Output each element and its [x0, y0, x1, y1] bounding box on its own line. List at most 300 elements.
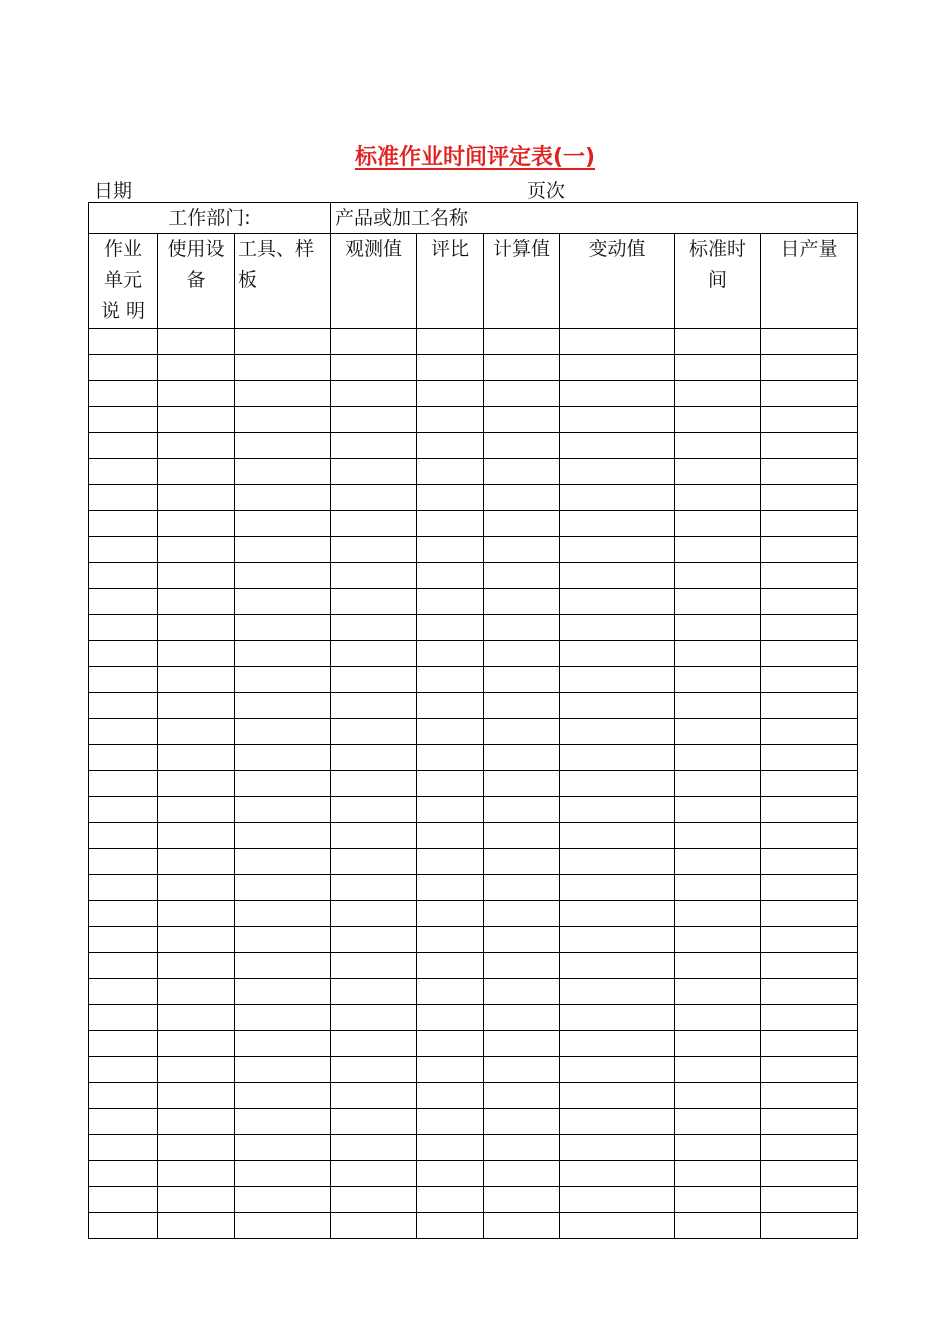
table-cell[interactable]: [675, 459, 761, 485]
table-cell[interactable]: [560, 771, 675, 797]
table-cell[interactable]: [484, 459, 560, 485]
table-cell[interactable]: [761, 511, 858, 537]
table-cell[interactable]: [235, 641, 331, 667]
table-cell[interactable]: [484, 1031, 560, 1057]
table-cell[interactable]: [675, 1005, 761, 1031]
table-cell[interactable]: [89, 641, 158, 667]
table-cell[interactable]: [235, 667, 331, 693]
table-cell[interactable]: [235, 1187, 331, 1213]
table-cell[interactable]: [89, 979, 158, 1005]
table-cell[interactable]: [675, 615, 761, 641]
table-cell[interactable]: [235, 485, 331, 511]
table-cell[interactable]: [675, 1031, 761, 1057]
table-cell[interactable]: [560, 407, 675, 433]
table-cell[interactable]: [761, 771, 858, 797]
table-cell[interactable]: [761, 589, 858, 615]
table-cell[interactable]: [761, 355, 858, 381]
table-cell[interactable]: [235, 927, 331, 953]
table-cell[interactable]: [417, 615, 484, 641]
table-cell[interactable]: [675, 1187, 761, 1213]
table-cell[interactable]: [89, 329, 158, 355]
table-cell[interactable]: [158, 823, 235, 849]
table-cell[interactable]: [331, 875, 417, 901]
table-cell[interactable]: [331, 953, 417, 979]
table-cell[interactable]: [484, 1161, 560, 1187]
table-cell[interactable]: [560, 563, 675, 589]
table-cell[interactable]: [484, 719, 560, 745]
table-cell[interactable]: [235, 979, 331, 1005]
table-cell[interactable]: [484, 1109, 560, 1135]
table-cell[interactable]: [761, 953, 858, 979]
table-cell[interactable]: [331, 355, 417, 381]
table-cell[interactable]: [417, 1161, 484, 1187]
table-cell[interactable]: [158, 1213, 235, 1239]
table-cell[interactable]: [417, 1213, 484, 1239]
table-cell[interactable]: [560, 875, 675, 901]
table-cell[interactable]: [484, 771, 560, 797]
table-cell[interactable]: [158, 485, 235, 511]
table-cell[interactable]: [331, 1187, 417, 1213]
table-cell[interactable]: [235, 381, 331, 407]
table-cell[interactable]: [761, 875, 858, 901]
table-cell[interactable]: [484, 849, 560, 875]
table-cell[interactable]: [560, 537, 675, 563]
table-cell[interactable]: [235, 537, 331, 563]
table-cell[interactable]: [675, 1161, 761, 1187]
table-cell[interactable]: [560, 615, 675, 641]
table-cell[interactable]: [235, 459, 331, 485]
table-cell[interactable]: [158, 1005, 235, 1031]
table-cell[interactable]: [235, 511, 331, 537]
table-cell[interactable]: [158, 433, 235, 459]
table-cell[interactable]: [158, 1083, 235, 1109]
table-cell[interactable]: [761, 667, 858, 693]
table-cell[interactable]: [331, 1057, 417, 1083]
table-cell[interactable]: [235, 1057, 331, 1083]
table-cell[interactable]: [89, 849, 158, 875]
table-cell[interactable]: [484, 823, 560, 849]
table-cell[interactable]: [560, 589, 675, 615]
table-cell[interactable]: [417, 485, 484, 511]
table-cell[interactable]: [89, 1187, 158, 1213]
table-cell[interactable]: [484, 407, 560, 433]
table-cell[interactable]: [235, 407, 331, 433]
table-cell[interactable]: [675, 1057, 761, 1083]
table-cell[interactable]: [484, 355, 560, 381]
table-cell[interactable]: [484, 901, 560, 927]
table-cell[interactable]: [675, 1213, 761, 1239]
table-cell[interactable]: [761, 1187, 858, 1213]
table-cell[interactable]: [417, 823, 484, 849]
table-cell[interactable]: [417, 927, 484, 953]
table-cell[interactable]: [675, 1135, 761, 1161]
table-cell[interactable]: [331, 979, 417, 1005]
table-cell[interactable]: [89, 901, 158, 927]
table-cell[interactable]: [675, 537, 761, 563]
table-cell[interactable]: [560, 693, 675, 719]
table-cell[interactable]: [560, 1213, 675, 1239]
table-cell[interactable]: [675, 563, 761, 589]
table-cell[interactable]: [158, 901, 235, 927]
table-cell[interactable]: [89, 875, 158, 901]
table-cell[interactable]: [761, 849, 858, 875]
table-cell[interactable]: [417, 797, 484, 823]
table-cell[interactable]: [484, 485, 560, 511]
table-cell[interactable]: [158, 329, 235, 355]
table-cell[interactable]: [158, 849, 235, 875]
table-cell[interactable]: [675, 355, 761, 381]
table-cell[interactable]: [675, 979, 761, 1005]
table-cell[interactable]: [235, 1161, 331, 1187]
table-cell[interactable]: [235, 823, 331, 849]
table-cell[interactable]: [331, 1083, 417, 1109]
table-cell[interactable]: [484, 381, 560, 407]
table-cell[interactable]: [417, 641, 484, 667]
table-cell[interactable]: [331, 511, 417, 537]
table-cell[interactable]: [560, 1161, 675, 1187]
table-cell[interactable]: [761, 901, 858, 927]
table-cell[interactable]: [417, 1109, 484, 1135]
table-cell[interactable]: [675, 407, 761, 433]
table-cell[interactable]: [89, 407, 158, 433]
table-cell[interactable]: [331, 771, 417, 797]
table-cell[interactable]: [331, 693, 417, 719]
table-cell[interactable]: [560, 1135, 675, 1161]
table-cell[interactable]: [761, 797, 858, 823]
table-cell[interactable]: [761, 719, 858, 745]
table-cell[interactable]: [331, 1005, 417, 1031]
table-cell[interactable]: [331, 329, 417, 355]
table-cell[interactable]: [675, 849, 761, 875]
table-cell[interactable]: [331, 433, 417, 459]
table-cell[interactable]: [417, 563, 484, 589]
table-cell[interactable]: [158, 927, 235, 953]
table-cell[interactable]: [417, 719, 484, 745]
table-cell[interactable]: [235, 1005, 331, 1031]
table-cell[interactable]: [761, 979, 858, 1005]
table-cell[interactable]: [761, 1135, 858, 1161]
table-cell[interactable]: [484, 1187, 560, 1213]
table-cell[interactable]: [89, 537, 158, 563]
table-cell[interactable]: [331, 537, 417, 563]
table-cell[interactable]: [560, 511, 675, 537]
table-cell[interactable]: [235, 1109, 331, 1135]
table-cell[interactable]: [158, 1135, 235, 1161]
table-cell[interactable]: [484, 537, 560, 563]
table-cell[interactable]: [89, 797, 158, 823]
table-cell[interactable]: [235, 1135, 331, 1161]
table-cell[interactable]: [331, 719, 417, 745]
table-cell[interactable]: [484, 641, 560, 667]
table-cell[interactable]: [89, 693, 158, 719]
table-cell[interactable]: [158, 563, 235, 589]
table-cell[interactable]: [417, 875, 484, 901]
table-cell[interactable]: [675, 797, 761, 823]
table-cell[interactable]: [235, 563, 331, 589]
table-cell[interactable]: [89, 1031, 158, 1057]
table-cell[interactable]: [331, 641, 417, 667]
table-cell[interactable]: [484, 433, 560, 459]
table-cell[interactable]: [235, 615, 331, 641]
table-cell[interactable]: [235, 745, 331, 771]
table-cell[interactable]: [89, 433, 158, 459]
table-cell[interactable]: [560, 719, 675, 745]
table-cell[interactable]: [675, 589, 761, 615]
table-cell[interactable]: [331, 667, 417, 693]
table-cell[interactable]: [417, 537, 484, 563]
table-cell[interactable]: [158, 407, 235, 433]
table-cell[interactable]: [331, 589, 417, 615]
table-cell[interactable]: [158, 1109, 235, 1135]
table-cell[interactable]: [235, 1031, 331, 1057]
table-cell[interactable]: [417, 459, 484, 485]
table-cell[interactable]: [761, 537, 858, 563]
table-cell[interactable]: [89, 511, 158, 537]
table-cell[interactable]: [417, 849, 484, 875]
table-cell[interactable]: [158, 615, 235, 641]
table-cell[interactable]: [417, 511, 484, 537]
table-cell[interactable]: [235, 589, 331, 615]
table-cell[interactable]: [675, 329, 761, 355]
table-cell[interactable]: [331, 1135, 417, 1161]
table-cell[interactable]: [235, 953, 331, 979]
table-cell[interactable]: [235, 771, 331, 797]
table-cell[interactable]: [675, 719, 761, 745]
table-cell[interactable]: [560, 927, 675, 953]
table-cell[interactable]: [158, 953, 235, 979]
table-cell[interactable]: [89, 745, 158, 771]
table-cell[interactable]: [761, 485, 858, 511]
table-cell[interactable]: [484, 615, 560, 641]
table-cell[interactable]: [560, 485, 675, 511]
table-cell[interactable]: [761, 693, 858, 719]
table-cell[interactable]: [89, 381, 158, 407]
table-cell[interactable]: [235, 1213, 331, 1239]
table-cell[interactable]: [761, 927, 858, 953]
table-cell[interactable]: [89, 771, 158, 797]
table-cell[interactable]: [560, 849, 675, 875]
table-cell[interactable]: [675, 641, 761, 667]
table-cell[interactable]: [331, 1161, 417, 1187]
table-cell[interactable]: [484, 1213, 560, 1239]
table-cell[interactable]: [331, 1109, 417, 1135]
table-cell[interactable]: [761, 1031, 858, 1057]
table-cell[interactable]: [484, 927, 560, 953]
table-cell[interactable]: [235, 849, 331, 875]
table-cell[interactable]: [331, 407, 417, 433]
table-cell[interactable]: [417, 771, 484, 797]
table-cell[interactable]: [89, 615, 158, 641]
table-cell[interactable]: [675, 693, 761, 719]
table-cell[interactable]: [560, 667, 675, 693]
table-cell[interactable]: [158, 1057, 235, 1083]
table-cell[interactable]: [560, 1083, 675, 1109]
table-cell[interactable]: [89, 1213, 158, 1239]
table-cell[interactable]: [560, 329, 675, 355]
table-cell[interactable]: [417, 953, 484, 979]
table-cell[interactable]: [761, 563, 858, 589]
table-cell[interactable]: [235, 1083, 331, 1109]
table-cell[interactable]: [484, 1135, 560, 1161]
table-cell[interactable]: [761, 823, 858, 849]
table-cell[interactable]: [560, 1187, 675, 1213]
table-cell[interactable]: [560, 355, 675, 381]
table-cell[interactable]: [331, 745, 417, 771]
table-cell[interactable]: [158, 381, 235, 407]
table-cell[interactable]: [158, 875, 235, 901]
table-cell[interactable]: [761, 407, 858, 433]
table-cell[interactable]: [417, 1135, 484, 1161]
table-cell[interactable]: [560, 1005, 675, 1031]
table-cell[interactable]: [484, 875, 560, 901]
table-cell[interactable]: [235, 719, 331, 745]
table-cell[interactable]: [235, 433, 331, 459]
table-cell[interactable]: [158, 1187, 235, 1213]
table-cell[interactable]: [675, 771, 761, 797]
table-cell[interactable]: [158, 459, 235, 485]
table-cell[interactable]: [235, 875, 331, 901]
table-cell[interactable]: [89, 1135, 158, 1161]
table-cell[interactable]: [331, 381, 417, 407]
table-cell[interactable]: [235, 693, 331, 719]
table-cell[interactable]: [484, 589, 560, 615]
table-cell[interactable]: [560, 823, 675, 849]
table-cell[interactable]: [158, 511, 235, 537]
table-cell[interactable]: [331, 563, 417, 589]
table-cell[interactable]: [560, 953, 675, 979]
table-cell[interactable]: [158, 355, 235, 381]
table-cell[interactable]: [89, 719, 158, 745]
table-cell[interactable]: [484, 953, 560, 979]
table-cell[interactable]: [417, 355, 484, 381]
table-cell[interactable]: [675, 1083, 761, 1109]
table-cell[interactable]: [417, 329, 484, 355]
table-cell[interactable]: [417, 589, 484, 615]
table-cell[interactable]: [675, 667, 761, 693]
table-cell[interactable]: [331, 927, 417, 953]
table-cell[interactable]: [675, 901, 761, 927]
table-cell[interactable]: [331, 485, 417, 511]
table-cell[interactable]: [484, 1005, 560, 1031]
table-cell[interactable]: [158, 1031, 235, 1057]
table-cell[interactable]: [331, 1031, 417, 1057]
table-cell[interactable]: [417, 381, 484, 407]
table-cell[interactable]: [560, 641, 675, 667]
table-cell[interactable]: [417, 1187, 484, 1213]
table-cell[interactable]: [417, 433, 484, 459]
table-cell[interactable]: [158, 667, 235, 693]
table-cell[interactable]: [761, 615, 858, 641]
table-cell[interactable]: [675, 927, 761, 953]
table-cell[interactable]: [235, 329, 331, 355]
table-cell[interactable]: [89, 589, 158, 615]
table-cell[interactable]: [675, 485, 761, 511]
table-cell[interactable]: [417, 693, 484, 719]
table-cell[interactable]: [484, 329, 560, 355]
table-cell[interactable]: [331, 459, 417, 485]
table-cell[interactable]: [560, 433, 675, 459]
table-cell[interactable]: [675, 511, 761, 537]
table-cell[interactable]: [761, 745, 858, 771]
table-cell[interactable]: [89, 953, 158, 979]
table-cell[interactable]: [158, 641, 235, 667]
table-cell[interactable]: [89, 667, 158, 693]
table-cell[interactable]: [235, 355, 331, 381]
table-cell[interactable]: [158, 797, 235, 823]
table-cell[interactable]: [417, 1005, 484, 1031]
table-cell[interactable]: [560, 901, 675, 927]
table-cell[interactable]: [417, 407, 484, 433]
table-cell[interactable]: [560, 459, 675, 485]
table-cell[interactable]: [158, 771, 235, 797]
table-cell[interactable]: [761, 459, 858, 485]
table-cell[interactable]: [89, 485, 158, 511]
table-cell[interactable]: [484, 563, 560, 589]
table-cell[interactable]: [158, 1161, 235, 1187]
table-cell[interactable]: [761, 641, 858, 667]
table-cell[interactable]: [89, 1005, 158, 1031]
table-cell[interactable]: [158, 745, 235, 771]
table-cell[interactable]: [235, 797, 331, 823]
table-cell[interactable]: [675, 953, 761, 979]
table-cell[interactable]: [331, 901, 417, 927]
table-cell[interactable]: [761, 1161, 858, 1187]
table-cell[interactable]: [484, 979, 560, 1005]
table-cell[interactable]: [675, 433, 761, 459]
table-cell[interactable]: [89, 1109, 158, 1135]
table-cell[interactable]: [761, 1083, 858, 1109]
table-cell[interactable]: [235, 901, 331, 927]
table-cell[interactable]: [331, 797, 417, 823]
table-cell[interactable]: [417, 979, 484, 1005]
table-cell[interactable]: [484, 693, 560, 719]
table-cell[interactable]: [484, 1083, 560, 1109]
table-cell[interactable]: [331, 1213, 417, 1239]
table-cell[interactable]: [158, 719, 235, 745]
table-cell[interactable]: [761, 1109, 858, 1135]
table-cell[interactable]: [484, 667, 560, 693]
table-cell[interactable]: [89, 1083, 158, 1109]
table-cell[interactable]: [560, 1057, 675, 1083]
table-cell[interactable]: [560, 745, 675, 771]
table-cell[interactable]: [761, 1213, 858, 1239]
table-cell[interactable]: [484, 1057, 560, 1083]
table-cell[interactable]: [417, 1057, 484, 1083]
table-cell[interactable]: [89, 1161, 158, 1187]
table-cell[interactable]: [89, 1057, 158, 1083]
table-cell[interactable]: [417, 1083, 484, 1109]
table-cell[interactable]: [417, 901, 484, 927]
table-cell[interactable]: [158, 589, 235, 615]
table-cell[interactable]: [89, 355, 158, 381]
table-cell[interactable]: [761, 329, 858, 355]
table-cell[interactable]: [560, 381, 675, 407]
table-cell[interactable]: [560, 797, 675, 823]
table-cell[interactable]: [89, 563, 158, 589]
table-cell[interactable]: [89, 927, 158, 953]
table-cell[interactable]: [675, 381, 761, 407]
table-cell[interactable]: [675, 1109, 761, 1135]
table-cell[interactable]: [484, 745, 560, 771]
table-cell[interactable]: [675, 745, 761, 771]
table-cell[interactable]: [158, 693, 235, 719]
table-cell[interactable]: [761, 433, 858, 459]
table-cell[interactable]: [331, 615, 417, 641]
table-cell[interactable]: [675, 875, 761, 901]
table-cell[interactable]: [761, 1005, 858, 1031]
table-cell[interactable]: [484, 797, 560, 823]
table-cell[interactable]: [675, 823, 761, 849]
